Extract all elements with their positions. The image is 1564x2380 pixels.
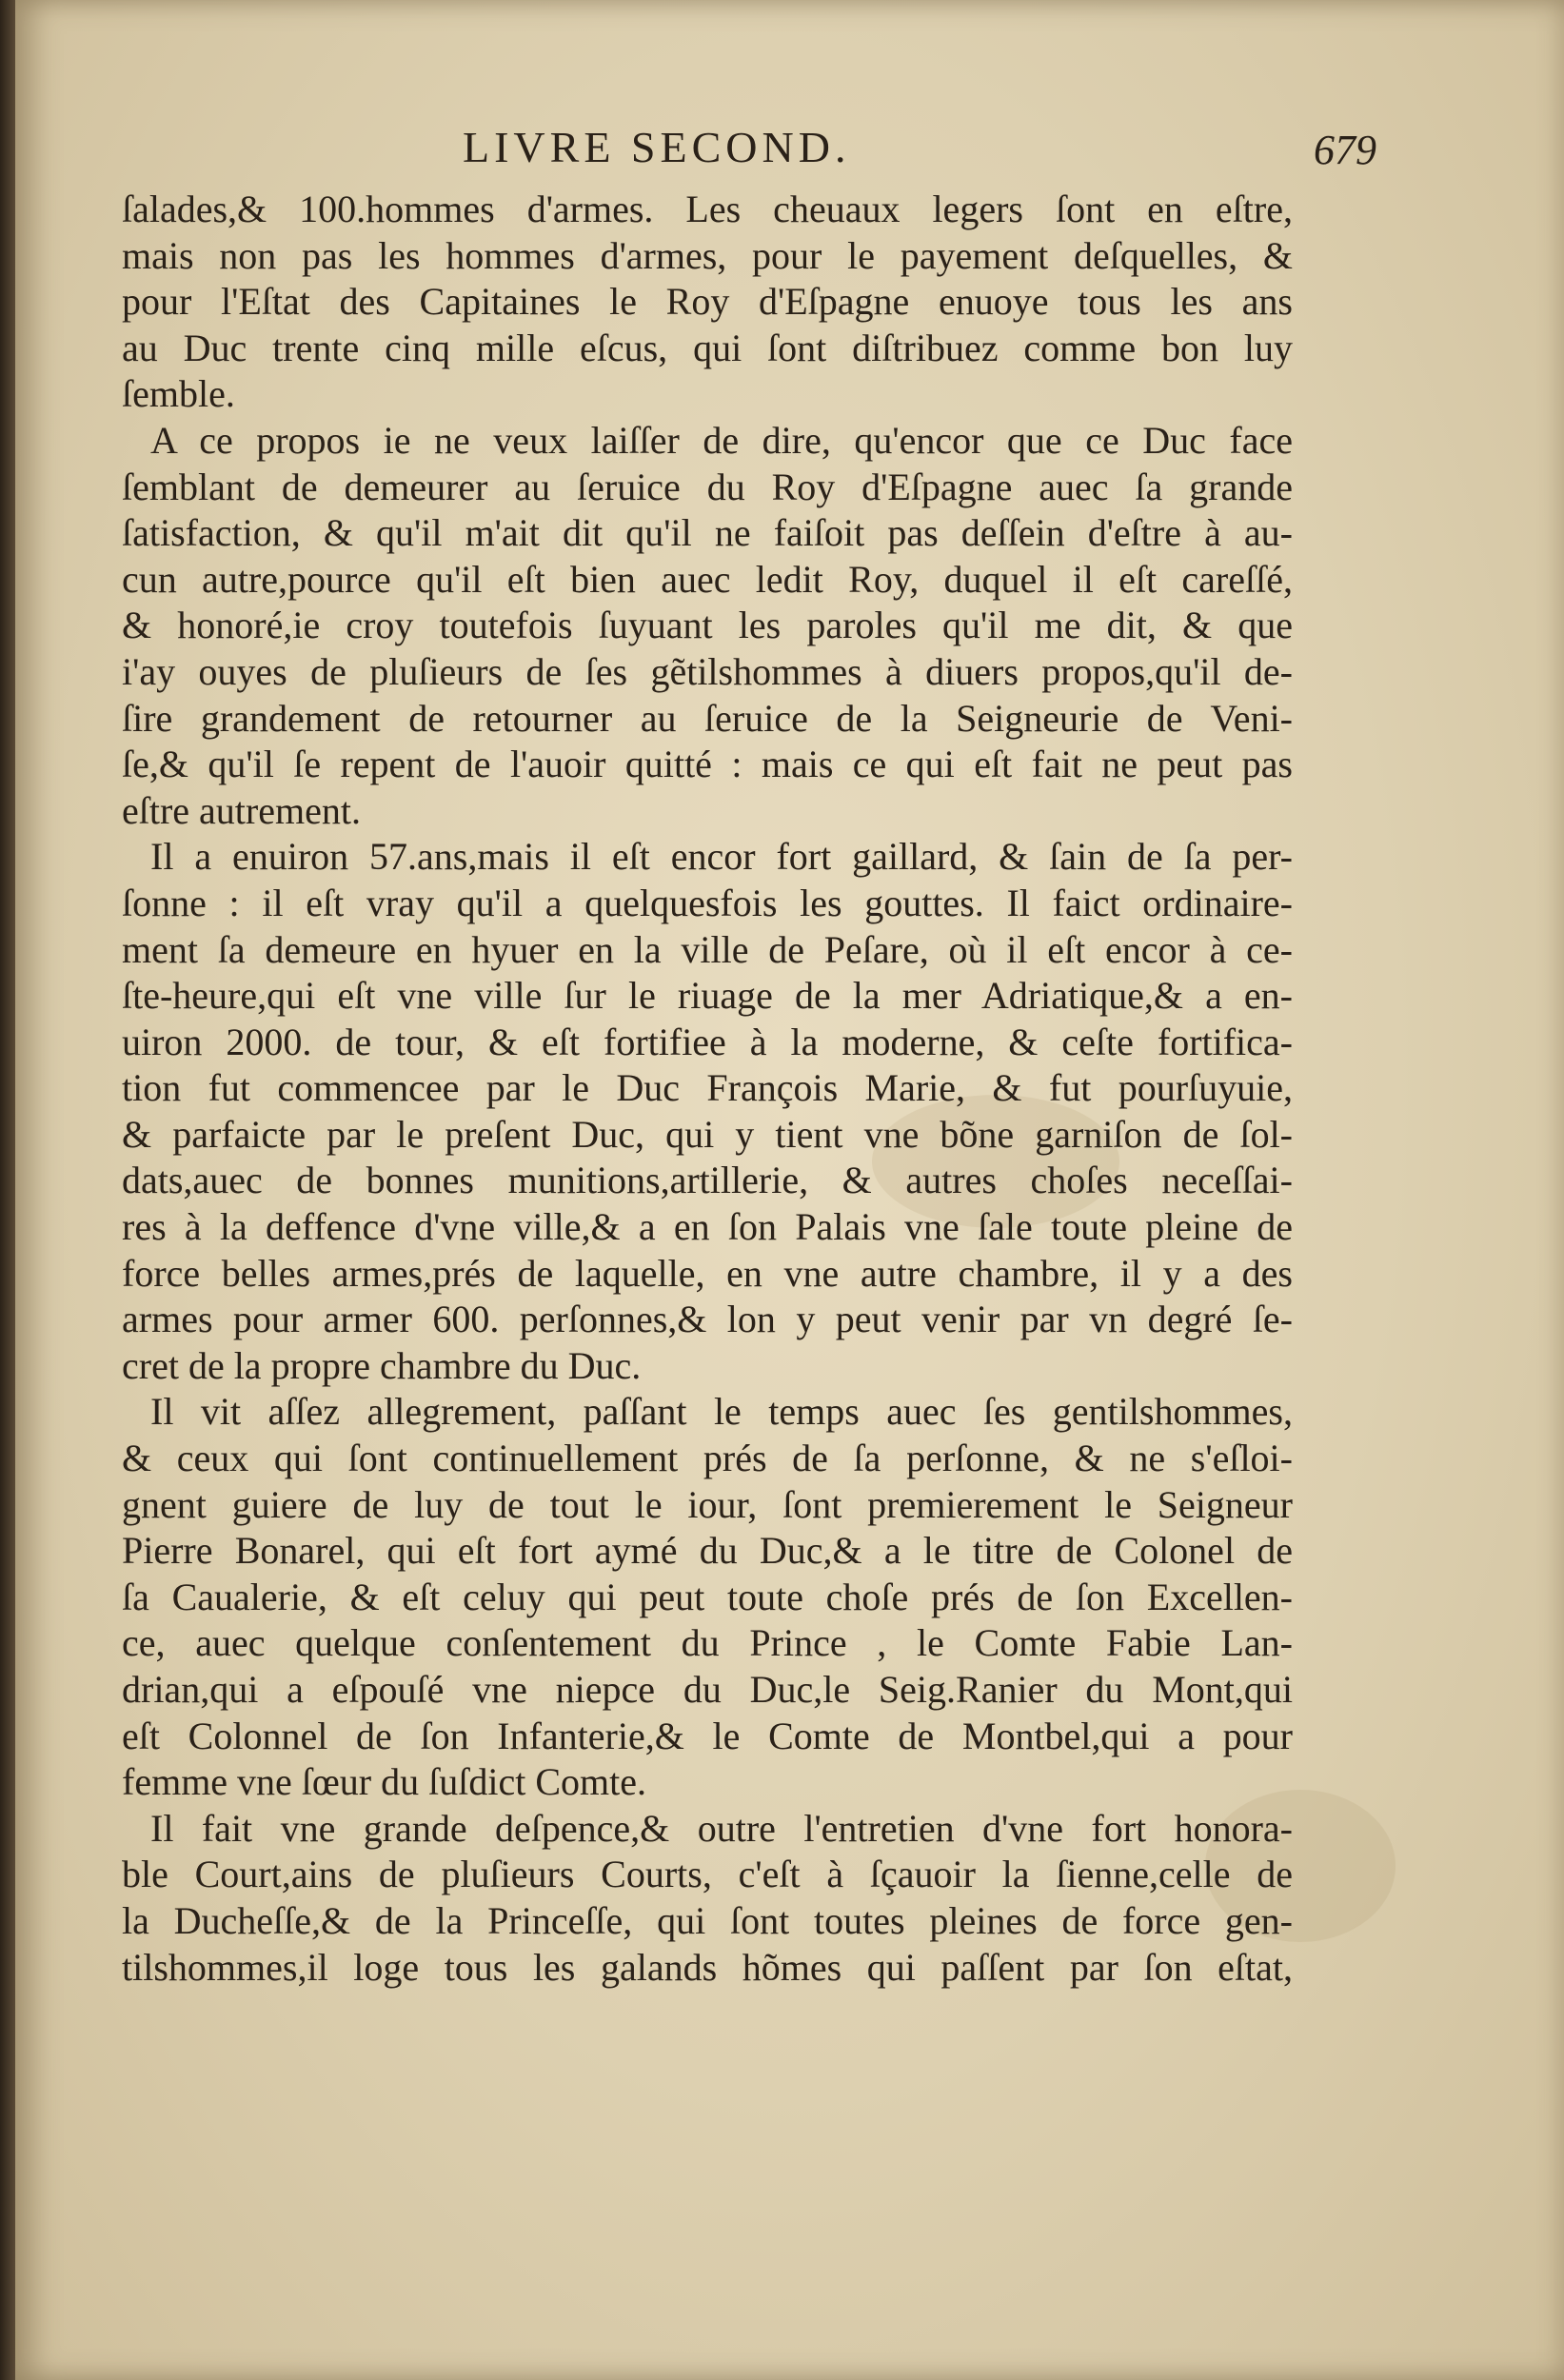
text-line: ſatisfaction, & qu'il m'ait dit qu'il ne faiſoit pas deſſein d'eſtre à au- — [122, 511, 1293, 555]
book-page — [15, 0, 1564, 2380]
text-line: ble Court,ains de pluſieurs Courts, c'eſt à ſçauoir la ſienne,celle de — [122, 1853, 1293, 1896]
paragraph — [122, 418, 1293, 834]
text-line: A ce propos ie ne veux laiſſer de dire, qu'encor que ce Duc face — [150, 418, 1293, 462]
paragraph — [122, 1806, 1293, 1991]
text-line: drian,qui a eſpouſé vne niepce du Duc,le Seig.Ranier du Mont,qui — [122, 1668, 1293, 1711]
text-line: ſire grandement de retourner au ſeruice de la Seigneurie de Veni- — [122, 696, 1293, 740]
text-line: au Duc trente cinq mille eſcus, qui ſont diſtribuez comme bon luy — [122, 326, 1293, 369]
text-line: ce, auec quelque conſentement du Prince , le Comte Fabie Lan- — [122, 1621, 1293, 1665]
paragraph — [122, 834, 1293, 1389]
text-line: mais non pas les hommes d'armes, pour le payement deſquelles, & — [122, 233, 1293, 277]
running-title: LIVRE SECOND. — [463, 123, 851, 171]
page-number: 679 — [1314, 127, 1376, 173]
text-line: ſa Caualerie, & eſt celuy qui peut toute choſe prés de ſon Excellen- — [122, 1575, 1293, 1618]
text-line: gnent guiere de luy de tout le iour, ſont premierement le Seigneur — [122, 1482, 1293, 1526]
text-line: Pierre Bonarel, qui eſt fort aymé du Duc,& a le titre de Colonel de — [122, 1529, 1293, 1573]
text-line: pour l'Eſtat des Capitaines le Roy d'Eſpagne enuoye tous les ans — [122, 280, 1293, 324]
page-header — [301, 122, 1376, 179]
text-line: ſe,& qu'il ſe repent de l'auoir quitté : mais ce qui eſt fait ne peut pas — [122, 743, 1293, 786]
paragraph — [122, 187, 1293, 418]
text-line: armes pour armer 600. perſonnes,& lon y peut venir par vn degré ſe- — [122, 1298, 1293, 1341]
text-line: dats,auec de bonnes munitions,artillerie, & autres choſes neceſſai- — [122, 1159, 1293, 1202]
text-line: ſalades,& 100.hommes d'armes. Les cheuaux legers ſont en eſtre, — [122, 188, 1293, 230]
text-line: tilshommes,il loge tous les galands hõmes qui paſſent par ſon eſtat, — [122, 1945, 1293, 1989]
paragraph — [122, 1389, 1293, 1805]
text-line: ſonne : il eſt vray qu'il a quelquesfois les gouttes. Il faict ordinaire- — [122, 881, 1293, 924]
text-line: res à la deffence d'vne ville,& a en ſon Palais vne ſale toute pleine de — [122, 1205, 1293, 1249]
text-line: tion fut commencee par le Duc François Marie, & fut pourſuyuie, — [122, 1066, 1293, 1110]
text-line: & parfaicte par le preſent Duc, qui y tient vne bõne garniſon de ſol- — [122, 1112, 1293, 1156]
text-line: femme vne ſœur du ſuſdict Comte. — [122, 1760, 646, 1804]
text-line: ſemble. — [122, 372, 235, 416]
text-line: Il a enuiron 57.ans,mais il eſt encor fort gaillard, & ſain de ſa per- — [150, 835, 1293, 879]
text-line: cret de la propre chambre du Duc. — [122, 1343, 642, 1387]
text-line: & honoré,ie croy toutefois ſuyuant les paroles qu'il me dit, & que — [122, 604, 1293, 647]
text-line: la Ducheſſe,& de la Princeſſe, qui ſont toutes pleines de force gen- — [122, 1898, 1293, 1942]
text-line: Il vit aſſez allegrement, paſſant le temps auec ſes gentilshommes, — [150, 1390, 1293, 1434]
text-line: ment ſa demeure en hyuer en la ville de Peſare, où il eſt encor à ce- — [122, 927, 1293, 971]
text-line: i'ay ouyes de pluſieurs de ſes gẽtilshommes à diuers propos,qu'il de- — [122, 649, 1293, 693]
text-line: ſte-heure,qui eſt vne ville ſur le riuage de la mer Adriatique,& a en- — [122, 974, 1293, 1018]
text-line: & ceux qui ſont continuellement prés de ſa perſonne, & ne s'eſloi- — [122, 1437, 1293, 1480]
text-line: force belles armes,prés de laquelle, en vne autre chambre, il y a des — [122, 1251, 1293, 1295]
body-text — [122, 187, 1293, 1991]
text-line: ſemblant de demeurer au ſeruice du Roy d'Eſpagne auec ſa grande — [122, 465, 1293, 508]
text-line: Il fait vne grande deſpence,& outre l'entretien d'vne fort honora- — [150, 1806, 1293, 1850]
text-line: uiron 2000. de tour, & eſt fortifiee à la moderne, & ceſte fortifica- — [122, 1020, 1293, 1063]
text-line: cun autre,pource qu'il eſt bien auec ledit Roy, duquel il eſt careſſé, — [122, 557, 1293, 601]
binding-gutter — [0, 0, 15, 2380]
text-line: eſt Colonnel de ſon Infanterie,& le Comte de Montbel,qui a pour — [122, 1714, 1293, 1757]
text-line: eſtre autrement. — [122, 788, 361, 832]
